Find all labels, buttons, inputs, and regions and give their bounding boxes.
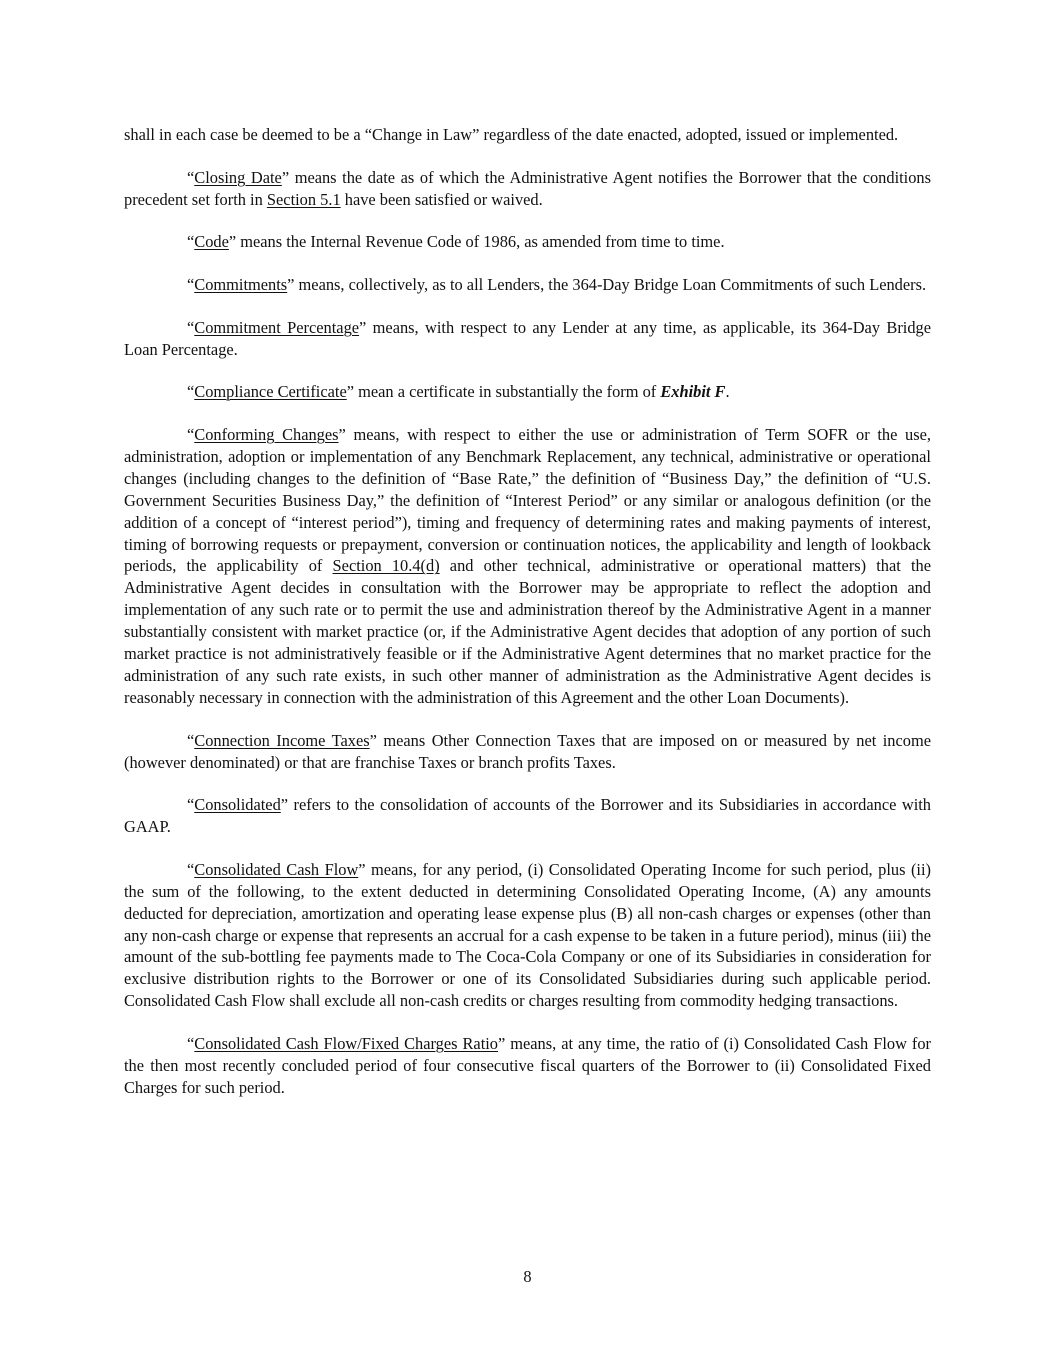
definition-conforming-changes xyxy=(124,424,931,709)
page-number: 8 xyxy=(523,1267,532,1286)
open-quote: “ xyxy=(187,795,195,815)
defined-term: Conforming Changes xyxy=(194,425,339,445)
open-quote: “ xyxy=(187,730,195,750)
open-quote: “ xyxy=(187,232,195,252)
definition-text: ” means the Internal Revenue Code of 1986, as amended from time to time. xyxy=(228,232,725,252)
open-quote: “ xyxy=(187,382,195,402)
definition-commitments xyxy=(124,274,931,296)
definition-text: ” means the date as of which the Administrative Agent notifies the Borrower that the conditions precedent set forth in xyxy=(124,167,931,209)
document-page xyxy=(124,124,931,1119)
definition-text: ” means, at any time, the ratio of (i) Consolidated Cash Flow for the then most recently concluded period of four consecutive fiscal quarters of the Borrower to (ii) Consolidated Fixed Charges for such period. xyxy=(124,1033,932,1097)
definition-ccf-fixed-charges-ratio xyxy=(124,1033,931,1099)
definition-closing-date xyxy=(124,167,931,211)
open-quote: “ xyxy=(187,317,195,337)
defined-term: Consolidated Cash Flow/Fixed Charges Ratio xyxy=(194,1033,498,1053)
definition-text: ” means, with respect to any Lender at any time, as applicable, its 364-Day Bridge Loan Percentage. xyxy=(124,317,931,359)
definition-text: ” means Other Connection Taxes that are imposed on or measured by net income (however denominated) or that are franchise Taxes or branch profits Taxes. xyxy=(124,730,931,772)
definition-text: ” means, with respect to either the use or administration of Term SOFR or the use, administration, adoption or implementation of any Benchmark Replacement, any technical, administrative or operational changes (including changes to the definition of “Base Rate,” the definition of “Business Day,” the definition of “U.S. Government Securities Business Day,” the definition of “Interest Period” or any similar or analogous definition (or the addition of a concept of “interest period”), timing and frequency of determining rates and making payments of interest, timing of borrowing requests or prepayment, conversion or continuation notices, the applicability and length of lookback periods, the applicability of xyxy=(124,425,931,576)
definition-text: ” means, for any period, (i) Consolidated Operating Income for such period, plus (ii) the sum of the following, to the extent deducted in determining Consolidated Operating Income, (A) any amounts deducted for depreciation, amortization and operating lease expense plus (B) all non-cash charges or expenses (other than any non-cash charge or expense that represents an accrual for a cash expense to be taken in a future period), minus (iii) the amount of the sub-bottling fee payments made to The Coca-Cola Company or one of its Subsidiaries in consideration for exclusive distribution rights to the Borrower or one of its Consolidated Subsidiaries during such applicable period. Consolidated Cash Flow shall exclude all non-cash credits or charges resulting from commodity hedging transactions. xyxy=(124,859,931,1011)
definition-text: ” means, collectively, as to all Lenders, the 364-Day Bridge Loan Commitments of such Lenders. xyxy=(287,275,927,295)
definition-text: . xyxy=(725,382,730,402)
definition-commitment-percentage xyxy=(124,317,931,361)
definition-connection-income-taxes xyxy=(124,730,931,774)
exhibit-reference: Exhibit F xyxy=(660,382,726,402)
definition-consolidated xyxy=(124,794,931,838)
open-quote: “ xyxy=(187,425,195,445)
defined-term: Commitments xyxy=(194,275,288,295)
definition-text: ” mean a certificate in substantially the form of xyxy=(346,382,661,402)
defined-term: Consolidated xyxy=(194,795,281,815)
paragraph-continuation: shall in each case be deemed to be a “Change in Law” regardless of the date enacted, adopted, issued or implemented. xyxy=(124,125,899,144)
open-quote: “ xyxy=(187,275,195,295)
defined-term: Consolidated Cash Flow xyxy=(194,859,359,879)
definition-consolidated-cash-flow xyxy=(124,859,931,1012)
open-quote: “ xyxy=(187,859,195,879)
definition-text: and other technical, administrative or operational matters) that the Administrative Agent decides in consultation with the Borrower may be appropriate to reflect the adoption and implementation of any such rate or to permit the use and administration thereof by the Administrative Agent in a manner substantially consistent with market practice (or, if the Administrative Agent decides that adoption of any portion of such market practice is not administratively feasible or if the Administrative Agent determines that no market practice for the administration of any such rate exists, in such other manner of administration as the Administrative Agent decides is reasonably necessary in connection with the administration of this Agreement and the other Loan Documents). xyxy=(124,556,931,707)
defined-term: Code xyxy=(194,232,229,252)
section-reference: Section 5.1 xyxy=(266,189,341,209)
definition-compliance-certificate xyxy=(124,381,931,403)
definition-text: have been satisfied or waived. xyxy=(340,189,543,209)
definition-text: ” refers to the consolidation of accounts of the Borrower and its Subsidiaries in accordance with GAAP. xyxy=(124,795,931,837)
definition-code xyxy=(124,231,931,253)
defined-term: Compliance Certificate xyxy=(194,382,347,402)
open-quote: “ xyxy=(187,167,195,187)
defined-term: Commitment Percentage xyxy=(194,317,360,337)
defined-term: Connection Income Taxes xyxy=(194,730,370,750)
defined-term: Closing Date xyxy=(194,167,282,187)
section-reference: Section 10.4(d) xyxy=(332,556,440,576)
open-quote: “ xyxy=(187,1033,195,1053)
